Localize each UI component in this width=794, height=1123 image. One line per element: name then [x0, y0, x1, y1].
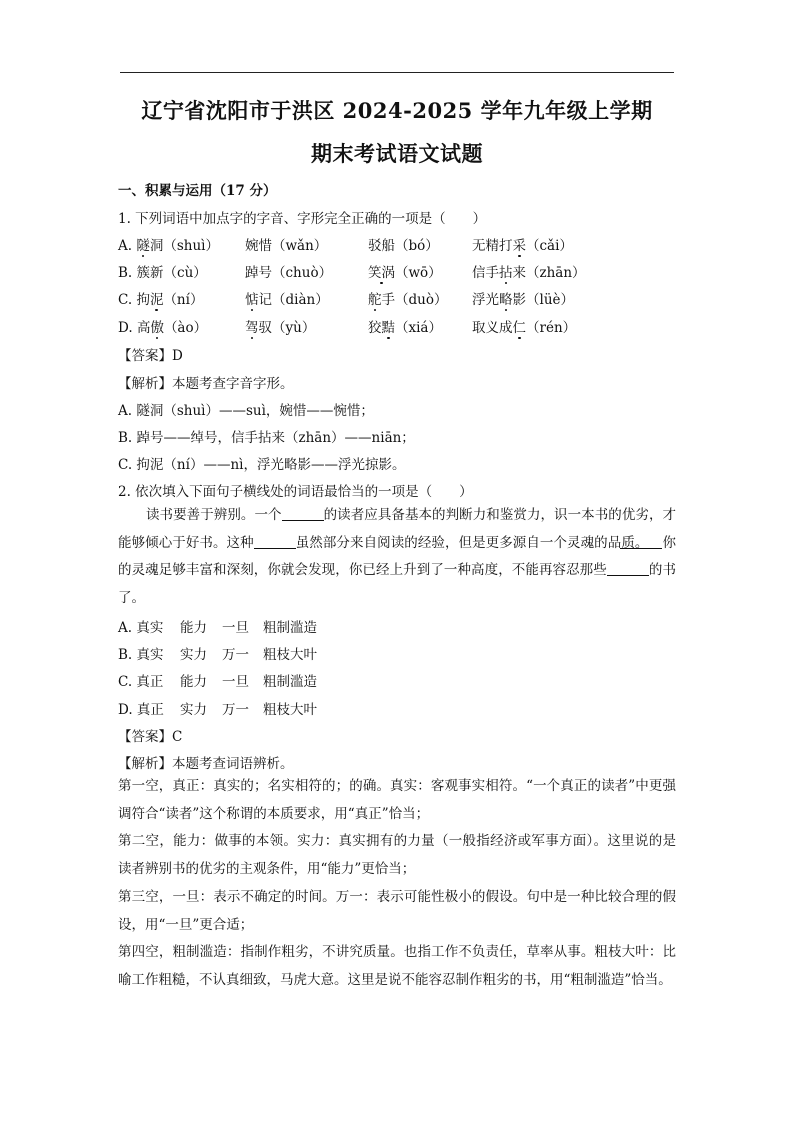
- word-suffix: 号（chuò）: [258, 265, 333, 281]
- fill-blank-3: [620, 534, 662, 549]
- section-heading: 一、积累与运用（17 分）: [118, 183, 277, 199]
- q2-option-b-item-1: B. 真实: [118, 647, 164, 663]
- q2-option-a-item-1: A. 真实: [118, 620, 164, 636]
- q1-option-b-word-3: [368, 261, 442, 281]
- word-prefix: 驳: [368, 238, 382, 254]
- q1-option-c-word-2: [245, 288, 329, 308]
- passage-part-4: 你的灵魂足够丰富和深刻，你就会发现，你已经上升到了一种高度，不能再容忍那些: [118, 534, 677, 578]
- q1-option-d-word-2: [245, 316, 315, 336]
- q2-option-a-item-4: 粗制滥造: [263, 620, 317, 636]
- word-suffix: 洞（shuì）: [149, 238, 219, 254]
- word-prefix: 无精打: [472, 238, 513, 254]
- dotted-character: 舵: [368, 288, 382, 308]
- word-suffix: （cǎi）: [526, 238, 573, 254]
- header-rule: [120, 72, 674, 73]
- word-suffix: 记（diàn）: [258, 292, 329, 308]
- word-suffix: 新（cù）: [150, 265, 207, 281]
- word-suffix: （rén）: [526, 320, 577, 336]
- q1-option-d-word-1: [118, 316, 207, 336]
- analysis-blank-2: 第二空，能力：做事的本领。实力：真实拥有的力量（一般指经济或军事方面）。这里说的是读者辨别书的优劣的主观条件，用“能力”更恰当；: [118, 833, 676, 878]
- dotted-character: 黠: [382, 316, 396, 336]
- question-1-analysis-a: A. 隧洞（shuì）——suì，婉惜——惋惜；: [118, 403, 374, 419]
- q1-option-c-word-1: [118, 288, 203, 308]
- word-prefix: 簇: [136, 265, 151, 281]
- analysis-blank-1: 第一空，真正：真实的；名实相符的；的确。真实：客观事实相符。“一个真正的读者”中更强调符合“读者”这个称谓的本质要求，用“真正”恰当；: [118, 778, 676, 822]
- question-2-analysis: [118, 773, 676, 995]
- dotted-character: 仁: [513, 316, 527, 336]
- q1-option-d-word-4: [472, 316, 576, 336]
- option-label: A.: [118, 238, 137, 254]
- q2-option-c-item-2: 能力: [180, 674, 207, 690]
- q1-option-b-word-2: [245, 261, 332, 281]
- q2-option-c-item-1: C. 真正: [118, 674, 164, 690]
- word-suffix: （xiá）: [395, 320, 442, 336]
- q1-option-b-word-4: [472, 261, 586, 281]
- q2-option-a-item-2: 能力: [180, 620, 207, 636]
- word-prefix: 信手: [472, 265, 499, 281]
- q1-option-c-word-3: [368, 288, 447, 308]
- q1-option-a-word-1: [118, 234, 219, 254]
- question-2-analysis-head: 【解析】本题考查词语辨析。: [118, 756, 294, 772]
- q2-option-d-item-1: D. 真正: [118, 702, 164, 718]
- passage-part-3: 虽然部分来自阅读的经验，但是更多源自一个灵魂的品质。: [295, 534, 649, 551]
- q2-option-d-item-2: 实力: [180, 702, 207, 718]
- question-1-answer: 【答案】D: [118, 348, 183, 364]
- fill-blank-1: [282, 506, 324, 521]
- word-suffix: 惜（wǎn）: [258, 238, 328, 254]
- word-suffix: 手（duò）: [381, 292, 448, 308]
- question-1-analysis-head: 【解析】本题考查字音字形。: [118, 376, 294, 392]
- option-label: B.: [118, 265, 137, 281]
- q2-option-d-item-3: 万一: [222, 702, 249, 718]
- dotted-character: 隧: [136, 234, 150, 254]
- passage-part-5: 的书了。: [118, 562, 677, 606]
- q1-option-d-word-3: [368, 316, 442, 336]
- q2-option-c-item-3: 一旦: [222, 674, 249, 690]
- word-suffix: 影（lüè）: [512, 292, 575, 308]
- q1-option-c-word-4: [472, 288, 574, 308]
- question-2-stem: 2. 依次填入下面句子横线处的词语最恰当的一项是（ ）: [118, 484, 473, 500]
- word-prefix: 拘: [136, 292, 150, 308]
- dotted-character: 驾: [245, 316, 259, 336]
- analysis-blank-4: 第四空，粗制滥造：指制作粗劣，不讲究质量。也指工作不负责任，草率从事。粗枝大叶：比喻工作粗糙，不认真细致，马虎大意。这里是说不能容忍制作粗劣的书，用“粗制滥造”恰当。: [118, 944, 676, 988]
- dotted-character: 略: [499, 288, 513, 308]
- fill-blank-4: [607, 561, 649, 576]
- word-prefix: 高: [136, 320, 151, 336]
- dotted-character: 泥: [150, 288, 164, 308]
- dotted-character: 惦: [245, 288, 259, 308]
- word-prefix: 浮光: [472, 292, 499, 308]
- q1-option-b-word-1: [118, 261, 207, 281]
- question-2-passage: [118, 502, 676, 612]
- q2-option-d-item-4: 粗枝大叶: [263, 702, 317, 718]
- passage-part-1: 读书要善于辨别。一个: [146, 507, 282, 523]
- word-suffix: （ào）: [163, 320, 208, 336]
- q1-option-a-word-2: [245, 234, 327, 254]
- word-suffix: 船（bó）: [381, 238, 439, 254]
- word-prefix: 狡: [368, 320, 382, 336]
- word-suffix: 驭（yù）: [258, 320, 316, 336]
- question-1-analysis-b: B. 踔号——绰号，信手拈来（zhān）——niān；: [118, 430, 415, 446]
- option-label: C.: [118, 292, 137, 308]
- q1-option-a-word-4: [472, 234, 573, 254]
- dotted-character: 笑涡: [368, 261, 395, 281]
- passage-part-2: 的读者应具备基本的判断力和鉴赏力，识一本书的优劣，才能够倾心于好书。这种: [118, 507, 677, 551]
- q2-option-b-item-4: 粗枝大叶: [263, 647, 317, 663]
- q1-option-a-word-3: [368, 234, 439, 254]
- word-prefix: 踔: [245, 265, 259, 281]
- question-1-analysis-c: C. 拘泥（ní）——nì，浮光略影——浮光掠影。: [118, 457, 406, 473]
- document-title-line2: 期末考试语文试题: [311, 141, 483, 166]
- question-1-stem: 1. 下列词语中加点字的字音、字形完全正确的一项是（ ）: [118, 211, 487, 227]
- document-title-line1: 辽宁省沈阳市于洪区 2024-2025 学年九年级上学期: [141, 98, 653, 123]
- word-suffix: （ní）: [163, 292, 204, 308]
- q2-option-a-item-3: 一旦: [222, 620, 249, 636]
- option-label: D.: [118, 320, 137, 336]
- dotted-character: 采: [513, 234, 527, 254]
- fill-blank-2: [254, 534, 296, 549]
- word-prefix: 婉: [245, 238, 259, 254]
- analysis-blank-3: 第三空，一旦：表示不确定的时间。万一：表示可能性极小的假设。句中是一种比较合理的假设，用“一旦”更合适；: [118, 888, 676, 933]
- word-prefix: 取义成: [472, 320, 513, 336]
- q2-option-b-item-3: 万一: [222, 647, 249, 663]
- dotted-character: 拈: [499, 261, 513, 281]
- word-suffix: 来（zhān）: [512, 265, 586, 281]
- dotted-character: 傲: [150, 316, 164, 336]
- q2-option-b-item-2: 实力: [180, 647, 207, 663]
- q2-option-c-item-4: 粗制滥造: [263, 674, 317, 690]
- question-2-answer: 【答案】C: [118, 729, 183, 745]
- word-suffix: （wō）: [395, 265, 442, 281]
